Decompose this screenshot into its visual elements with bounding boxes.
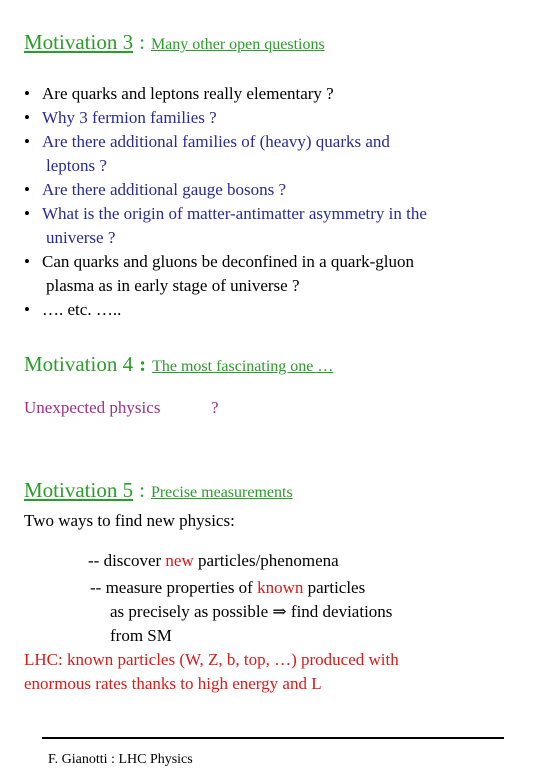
list-item: [24, 250, 524, 298]
open-questions-list: [24, 82, 524, 322]
list-item: [24, 82, 524, 106]
motivation-3-colon: :: [139, 30, 145, 54]
motivation-3-subtitle: Many other open questions: [150, 36, 325, 53]
motivation-4-subtitle: The most fascinating one …: [152, 358, 334, 375]
list-item: [24, 178, 524, 202]
motivation-5-subtitle: Precise measurements: [150, 484, 293, 501]
discover-prefix: -- discover: [88, 551, 166, 570]
motivation-4-colon: :: [139, 352, 147, 376]
question-text-continued: plasma as in early stage of universe ?: [46, 276, 300, 295]
question-text: Are quarks and leptons really elementary ?: [42, 84, 334, 103]
unexpected-physics-text: Unexpected physics: [24, 398, 161, 417]
footer-credit: F. Gianotti : LHC Physics: [48, 752, 193, 767]
list-item: [24, 130, 524, 178]
list-item: [24, 298, 524, 322]
question-text: What is the origin of matter-antimatter asymmetry in the: [42, 204, 427, 223]
question-text: Are there additional families of (heavy) quarks and: [42, 132, 390, 151]
list-item: [24, 106, 524, 130]
precisely-suffix: find deviations: [286, 602, 393, 621]
implies-arrow-icon: ⇒: [272, 602, 287, 621]
discover-suffix: particles/phenomena: [193, 551, 339, 570]
list-item: [24, 202, 524, 250]
motivation-3-title: Motivation 3: [24, 30, 134, 54]
question-text: Why 3 fermion families ?: [42, 108, 217, 127]
motivation-5-colon: :: [139, 478, 145, 502]
new-word: new: [165, 551, 194, 570]
motivation-4-title: Motivation 4: [24, 352, 134, 376]
precisely-line: [110, 600, 392, 624]
measure-suffix: particles: [303, 578, 366, 597]
question-text: Can quarks and gluons be deconfined in a quark-gluon: [42, 252, 415, 271]
motivation-5-heading: [24, 478, 293, 503]
lhc-line-2: enormous rates thanks to high energy and L: [24, 674, 322, 693]
motivation-5-title: Motivation 5: [24, 478, 134, 502]
question-text: …. etc. …..: [42, 300, 122, 319]
two-ways-intro: Two ways to find new physics:: [24, 511, 235, 530]
discover-line: [88, 549, 339, 573]
from-sm-line: from SM: [110, 626, 172, 645]
footer-divider: [42, 737, 504, 739]
measure-prefix: -- measure properties of: [90, 578, 258, 597]
lhc-line-1: LHC: known particles (W, Z, b, top, …) produced with: [24, 650, 399, 669]
motivation-3-heading: [24, 30, 325, 55]
question-mark: ?: [211, 398, 219, 417]
motivation-4-heading: [24, 352, 333, 377]
measure-line: [90, 576, 365, 600]
question-text-continued: universe ?: [46, 228, 116, 247]
question-text: Are there additional gauge bosons ?: [42, 180, 287, 199]
question-text-continued: leptons ?: [46, 156, 107, 175]
known-word: known: [257, 578, 304, 597]
precisely-prefix: as precisely as possible: [110, 602, 273, 621]
